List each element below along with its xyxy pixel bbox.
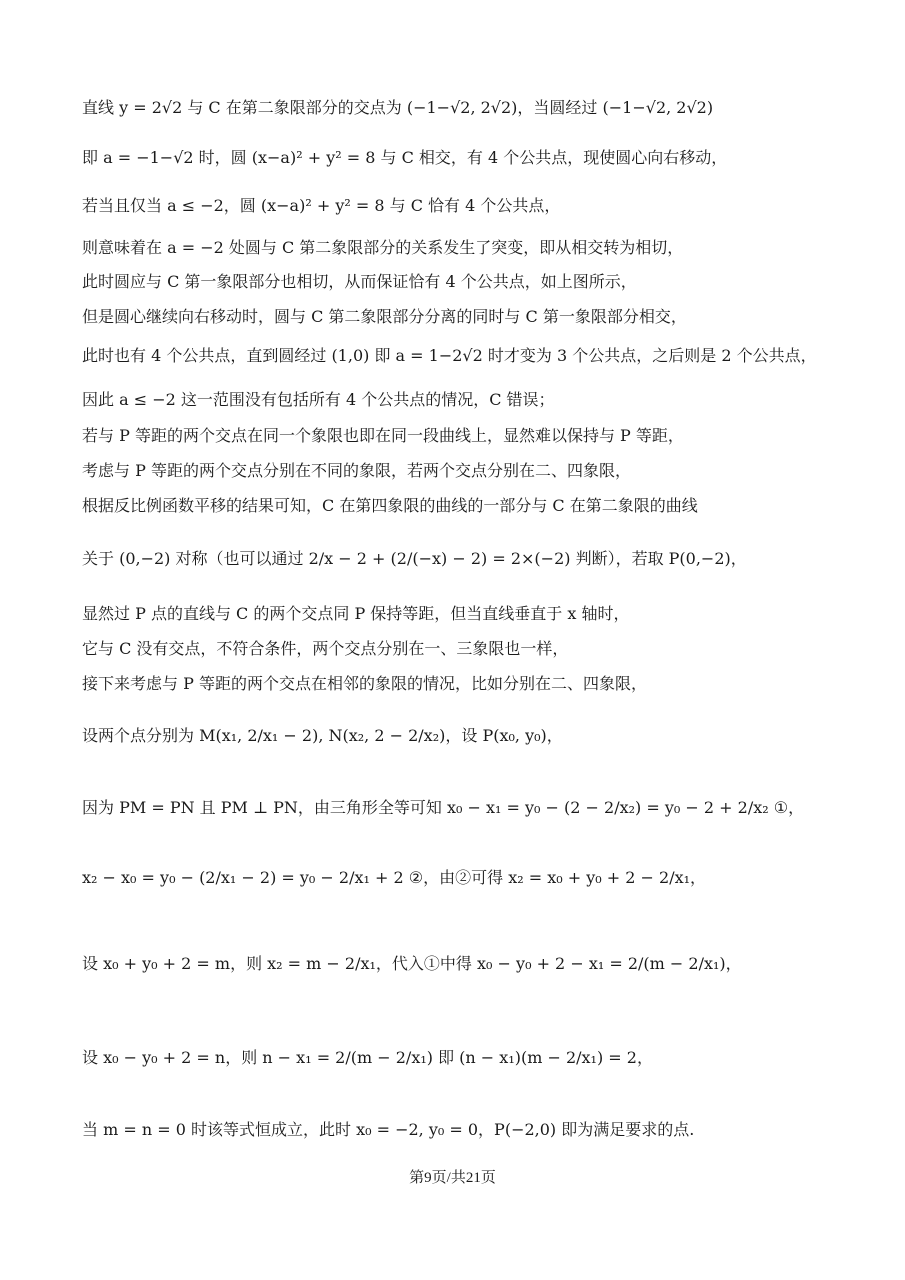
text-line: 直线 y = 2√2 与 C 在第二象限部分的交点为 (−1−√2, 2√2)，当圆经过 (−1−√2, 2√2) xyxy=(82,98,714,117)
text-line: 设 x₀ + y₀ + 2 = m，则 x₂ = m − 2/x₁，代入①中得 x₀ − y₀ + 2 − x₁ = 2/(m − 2/x₁)， xyxy=(82,954,742,973)
text-line: 因此 a ≤ −2 这一范围没有包括所有 4 个公共点的情况，C 错误； xyxy=(82,390,555,409)
text-line: 设 x₀ − y₀ + 2 = n，则 n − x₁ = 2/(m − 2/x₁) 即 (n − x₁)(m − 2/x₁) = 2， xyxy=(82,1048,653,1067)
text-line: 因为 PM = PN 且 PM ⊥ PN，由三角形全等可知 x₀ − x₁ = y₀ − (2 − 2/x₂) = y₀ − 2 + 2/x₂ ①， xyxy=(82,798,805,817)
text-line: x₂ − x₀ = y₀ − (2/x₁ − 2) = y₀ − 2/x₁ + 2 ②，由②可得 x₂ = x₀ + y₀ + 2 − 2/x₁， xyxy=(82,868,707,887)
text-line: 此时圆应与 C 第一象限部分也相切，从而保证恰有 4 个公共点，如上图所示， xyxy=(82,272,637,291)
text-line: 设两个点分别为 M(x₁, 2/x₁ − 2), N(x₂, 2 − 2/x₂)，设 P(x₀, y₀)， xyxy=(82,726,563,745)
text-line: 接下来考虑与 P 等距的两个交点在相邻的象限的情况，比如分别在二、四象限， xyxy=(82,674,647,693)
page-footer: 第9页/共21页 xyxy=(409,1170,496,1186)
text-line: 它与 C 没有交点，不符合条件，两个交点分别在一、三象限也一样， xyxy=(82,639,569,658)
text-line: 显然过 P 点的直线与 C 的两个交点同 P 保持等距，但当直线垂直于 x 轴时， xyxy=(82,604,630,623)
text-line: 若与 P 等距的两个交点在同一个象限也即在同一段曲线上，显然难以保持与 P 等距， xyxy=(82,426,684,445)
text-line: 根据反比例函数平移的结果可知，C 在第四象限的曲线的一部分与 C 在第二象限的曲线 xyxy=(82,496,698,515)
text-line: 则意味着在 a = −2 处圆与 C 第二象限部分的关系发生了突变，即从相交转为相切， xyxy=(82,238,684,257)
text-line: 但是圆心继续向右移动时，圆与 C 第二象限部分分离的同时与 C 第一象限部分相交， xyxy=(82,307,687,326)
text-line: 考虑与 P 等距的两个交点分别在不同的象限，若两个交点分别在二、四象限， xyxy=(82,461,631,480)
text-line: 当 m = n = 0 时该等式恒成立，此时 x₀ = −2, y₀ = 0，P(−2,0) 即为满足要求的点. xyxy=(82,1120,695,1139)
text-line: 若当且仅当 a ≤ −2，圆 (x−a)² + y² = 8 与 C 恰有 4 个公共点， xyxy=(82,196,561,215)
text-line: 此时也有 4 个公共点，直到圆经过 (1,0) 即 a = 1−2√2 时才变为 3 个公共点，之后则是 2 个公共点， xyxy=(82,346,817,365)
text-line: 关于 (0,−2) 对称（也可以通过 2/x − 2 + (2/(−x) − 2) = 2×(−2) 判断），若取 P(0,−2)， xyxy=(82,549,747,568)
text-line: 即 a = −1−√2 时，圆 (x−a)² + y² = 8 与 C 相交，有 4 个公共点，现使圆心向右移动， xyxy=(82,148,728,167)
